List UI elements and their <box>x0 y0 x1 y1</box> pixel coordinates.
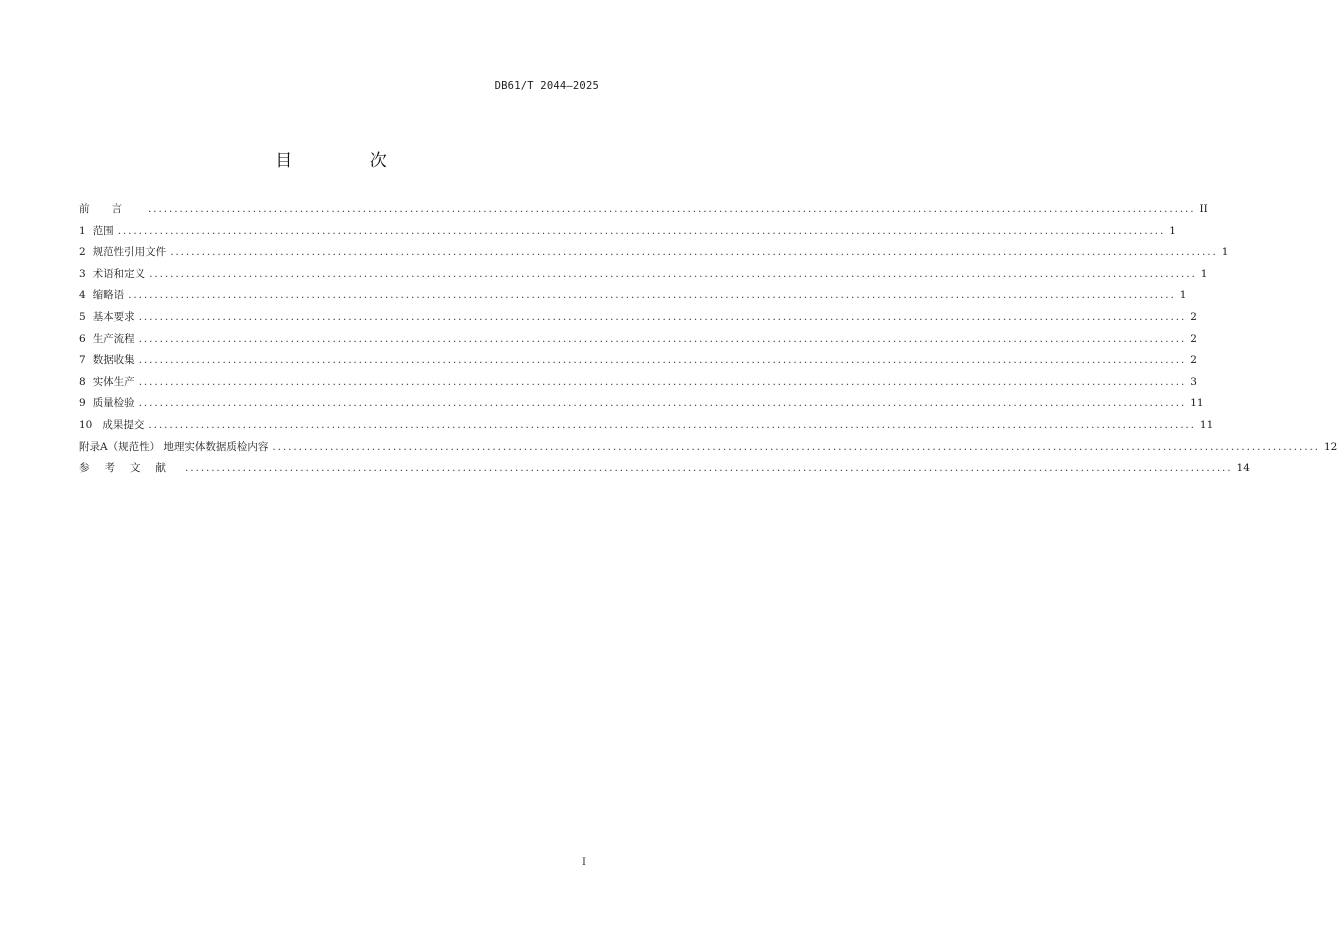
toc-entry-page: 11 <box>1190 397 1204 410</box>
toc-entry-page: 1 <box>1200 267 1208 280</box>
toc-leader-dots: ........................................................................................................................................................................................................ <box>149 267 1197 280</box>
toc-entry-result-submission[interactable] <box>79 415 1214 437</box>
toc-entry-label: 范围 <box>92 224 114 237</box>
toc-entry-label: 前言 <box>79 203 144 215</box>
toc-entry-entity-production[interactable] <box>79 372 1197 394</box>
toc-entry-number: 2 <box>79 246 86 259</box>
toc-entry-page: 2 <box>1190 310 1197 323</box>
toc-entry-number: 6 <box>79 332 86 345</box>
toc-entry-data-collection[interactable] <box>79 350 1197 372</box>
toc-entry-number: 4 <box>79 289 86 302</box>
toc-entry-label: 数据收集 <box>92 354 135 367</box>
toc-entry-foreword[interactable] <box>79 199 1208 221</box>
toc-entry-page: 1 <box>1221 246 1229 259</box>
toc-entry-label: 生产流程 <box>92 332 135 345</box>
toc-entry-basic-requirements[interactable] <box>79 307 1197 329</box>
toc-entry-page: 1 <box>1169 224 1176 237</box>
toc-leader-dots: ........................................................................................................................................................................................................ <box>138 310 1187 323</box>
toc-leader-dots: ........................................................................................................................................................................................................ <box>272 440 1320 453</box>
toc-entry-number: 3 <box>79 267 86 280</box>
document-code: DB61/T 2044—2025 <box>494 80 599 92</box>
toc-leader-dots: ........................................................................................................................................................................................................ <box>185 462 1233 475</box>
toc-entry-normative-references[interactable] <box>79 242 1229 264</box>
toc-leader-dots: ........................................................................................................................................................................................................ <box>148 418 1196 431</box>
toc-entry-number: 8 <box>79 375 86 388</box>
toc-title: 目 次 <box>275 151 423 171</box>
toc-entry-production-process[interactable] <box>79 329 1197 351</box>
toc-entry-page: 3 <box>1190 375 1197 388</box>
toc-entry-page: II <box>1199 203 1208 215</box>
toc-entry-label: 基本要求 <box>92 310 135 323</box>
toc-entry-label: 实体生产 <box>92 375 135 388</box>
toc-entry-page: 2 <box>1190 332 1197 345</box>
toc-leader-dots: ........................................................................................................................................................................................................ <box>138 332 1187 345</box>
toc-entry-quality-inspection[interactable] <box>79 393 1204 415</box>
toc-leader-dots: ........................................................................................................................................................................................................ <box>170 246 1218 259</box>
toc-list <box>79 199 1337 480</box>
toc-leader-dots: ........................................................................................................................................................................................................ <box>138 375 1187 388</box>
toc-leader-dots: ........................................................................................................................................................................................................ <box>128 289 1176 302</box>
toc-entry-terms-definitions[interactable] <box>79 264 1208 286</box>
toc-leader-dots: ........................................................................................................................................................................................................ <box>138 397 1187 410</box>
toc-entry-label: 质量检验 <box>92 397 135 410</box>
toc-entry-page: 11 <box>1199 418 1214 431</box>
toc-entry-label: 成果提交 <box>102 418 145 431</box>
toc-entry-page: 12 <box>1323 440 1337 453</box>
toc-entry-number: 1 <box>79 224 86 237</box>
toc-entry-label: 规范性引用文件 <box>92 246 167 259</box>
toc-entry-number: 10 <box>79 418 93 431</box>
page-number: I <box>582 857 586 868</box>
toc-entry-page: 14 <box>1236 462 1250 475</box>
toc-entry-appendix-a[interactable] <box>79 437 1337 459</box>
toc-entry-scope[interactable] <box>79 221 1176 243</box>
toc-entry-number: 5 <box>79 310 86 323</box>
toc-leader-dots: ........................................................................................................................................................................................................ <box>138 354 1187 367</box>
toc-entry-bibliography[interactable] <box>79 458 1250 480</box>
toc-leader-dots: ........................................................................................................................................................................................................ <box>117 224 1166 237</box>
toc-entry-label: 参考文献 <box>79 462 181 475</box>
toc-entry-label: 附录A（规范性） 地理实体数据质检内容 <box>79 440 269 453</box>
toc-entry-label: 术语和定义 <box>92 267 146 280</box>
toc-entry-label: 缩略语 <box>92 289 125 302</box>
toc-entry-abbreviations[interactable] <box>79 285 1187 307</box>
toc-entry-number: 9 <box>79 397 86 410</box>
toc-entry-number: 7 <box>79 354 86 367</box>
toc-entry-page: 2 <box>1190 354 1197 367</box>
toc-entry-page: 1 <box>1179 289 1187 302</box>
toc-leader-dots: ........................................................................................................................................................................................................ <box>148 203 1196 215</box>
